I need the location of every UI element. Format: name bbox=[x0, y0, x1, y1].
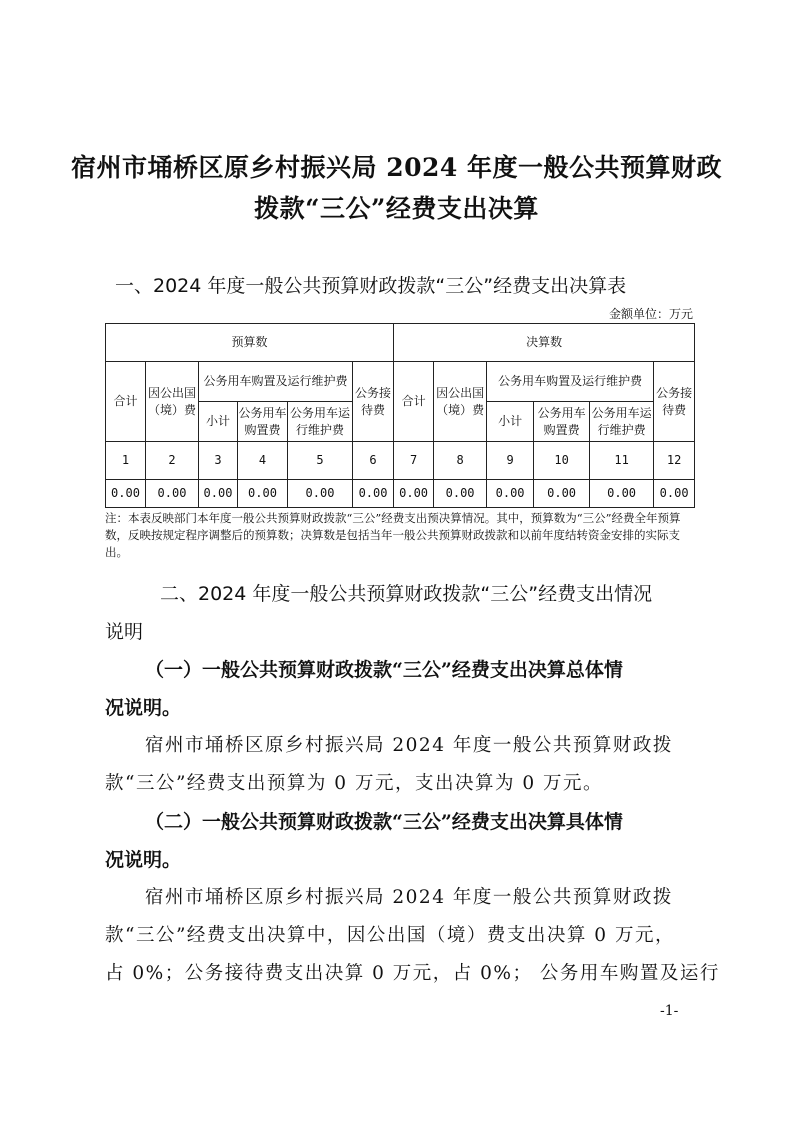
subsection-2-paragraph-line-3: 占 0%；公务接待费支出决算 0 万元，占 0%； 公务用车购置及运行 bbox=[105, 963, 720, 984]
budget-vehicle-group-header: 公务用车购置及运行维护费 bbox=[199, 362, 353, 402]
three-public-expenditure-table bbox=[105, 323, 695, 508]
value-cell: 0.00 bbox=[146, 480, 199, 508]
section-1-heading: 一、2024 年度一般公共预算财政拨款“三公”经费支出决算表 bbox=[115, 275, 627, 297]
index-cell: 10 bbox=[534, 442, 590, 480]
budget-group-header: 预算数 bbox=[106, 324, 394, 362]
final-vehicle-group-header: 公务用车购置及运行维护费 bbox=[487, 362, 654, 402]
value-cell: 0.00 bbox=[238, 480, 288, 508]
subsection-2-heading-line-2: 况说明。 bbox=[105, 849, 182, 871]
index-row bbox=[106, 442, 695, 480]
index-cell: 9 bbox=[487, 442, 534, 480]
value-row bbox=[106, 480, 695, 508]
unit-label: 金额单位：万元 bbox=[608, 307, 693, 321]
value-cell: 0.00 bbox=[394, 480, 434, 508]
section-2-heading-line-2: 说明 bbox=[105, 621, 144, 643]
value-cell: 0.00 bbox=[434, 480, 487, 508]
subsection-2-heading-line-1: （二）一般公共预算财政拨款“三公”经费支出决算具体情 bbox=[145, 811, 623, 833]
final-group-header: 决算数 bbox=[394, 324, 695, 362]
index-cell: 11 bbox=[590, 442, 654, 480]
index-cell: 4 bbox=[238, 442, 288, 480]
document-title-line-2: 拨款“三公”经费支出决算 bbox=[254, 194, 539, 223]
subsection-1-heading-line-1: （一）一般公共预算财政拨款“三公”经费支出决算总体情 bbox=[145, 659, 623, 681]
budget-vehicle-operation-header: 公务用车运行维护费 bbox=[288, 402, 353, 442]
value-cell: 0.00 bbox=[534, 480, 590, 508]
subsection-1-paragraph-line-1: 宿州市埇桥区原乡村振兴局 2024 年度一般公共预算财政拨 bbox=[145, 735, 673, 756]
index-cell: 1 bbox=[106, 442, 146, 480]
budget-subtotal-header: 小计 bbox=[199, 402, 238, 442]
subsection-2-paragraph-line-2: 款“三公”经费支出决算中，因公出国（境）费支出决算 0 万元， bbox=[105, 925, 675, 946]
index-cell: 8 bbox=[434, 442, 487, 480]
subsection-1-paragraph-line-2: 款“三公”经费支出预算为 0 万元，支出决算为 0 万元。 bbox=[105, 773, 603, 794]
document-title-line-1: 宿州市埇桥区原乡村振兴局 2024 年度一般公共预算财政 bbox=[71, 153, 722, 182]
index-cell: 5 bbox=[288, 442, 353, 480]
index-cell: 3 bbox=[199, 442, 238, 480]
page-number: -1- bbox=[660, 1003, 679, 1019]
budget-abroad-header: 因公出国（境）费 bbox=[146, 362, 199, 442]
final-reception-header: 公务接待费 bbox=[654, 362, 695, 442]
budget-reception-header: 公务接待费 bbox=[353, 362, 394, 442]
index-cell: 6 bbox=[353, 442, 394, 480]
index-cell: 2 bbox=[146, 442, 199, 480]
value-cell: 0.00 bbox=[353, 480, 394, 508]
budget-total-header: 合计 bbox=[106, 362, 146, 442]
final-subtotal-header: 小计 bbox=[487, 402, 534, 442]
final-total-header: 合计 bbox=[394, 362, 434, 442]
budget-vehicle-purchase-header: 公务用车购置费 bbox=[238, 402, 288, 442]
value-cell: 0.00 bbox=[106, 480, 146, 508]
table-note: 注：本表反映部门本年度一般公共预算财政拨款“三公”经费支出预决算情况。其中，预算数为“三公”经费全年预算数，反映按规定程序调整后的预算数；决算数是包括当年一般公共预算财政拨款和以前年度结转资金安排的实际支出。 bbox=[105, 511, 681, 559]
value-cell: 0.00 bbox=[487, 480, 534, 508]
final-abroad-header: 因公出国（境）费 bbox=[434, 362, 487, 442]
section-2-heading-line-1: 二、2024 年度一般公共预算财政拨款“三公”经费支出情况 bbox=[160, 583, 653, 605]
value-cell: 0.00 bbox=[199, 480, 238, 508]
index-cell: 7 bbox=[394, 442, 434, 480]
value-cell: 0.00 bbox=[654, 480, 695, 508]
value-cell: 0.00 bbox=[590, 480, 654, 508]
value-cell: 0.00 bbox=[288, 480, 353, 508]
subsection-2-paragraph-line-1: 宿州市埇桥区原乡村振兴局 2024 年度一般公共预算财政拨 bbox=[145, 887, 673, 908]
index-cell: 12 bbox=[654, 442, 695, 480]
subsection-1-heading-line-2: 况说明。 bbox=[105, 697, 182, 719]
final-vehicle-operation-header: 公务用车运行维护费 bbox=[590, 402, 654, 442]
final-vehicle-purchase-header: 公务用车购置费 bbox=[534, 402, 590, 442]
